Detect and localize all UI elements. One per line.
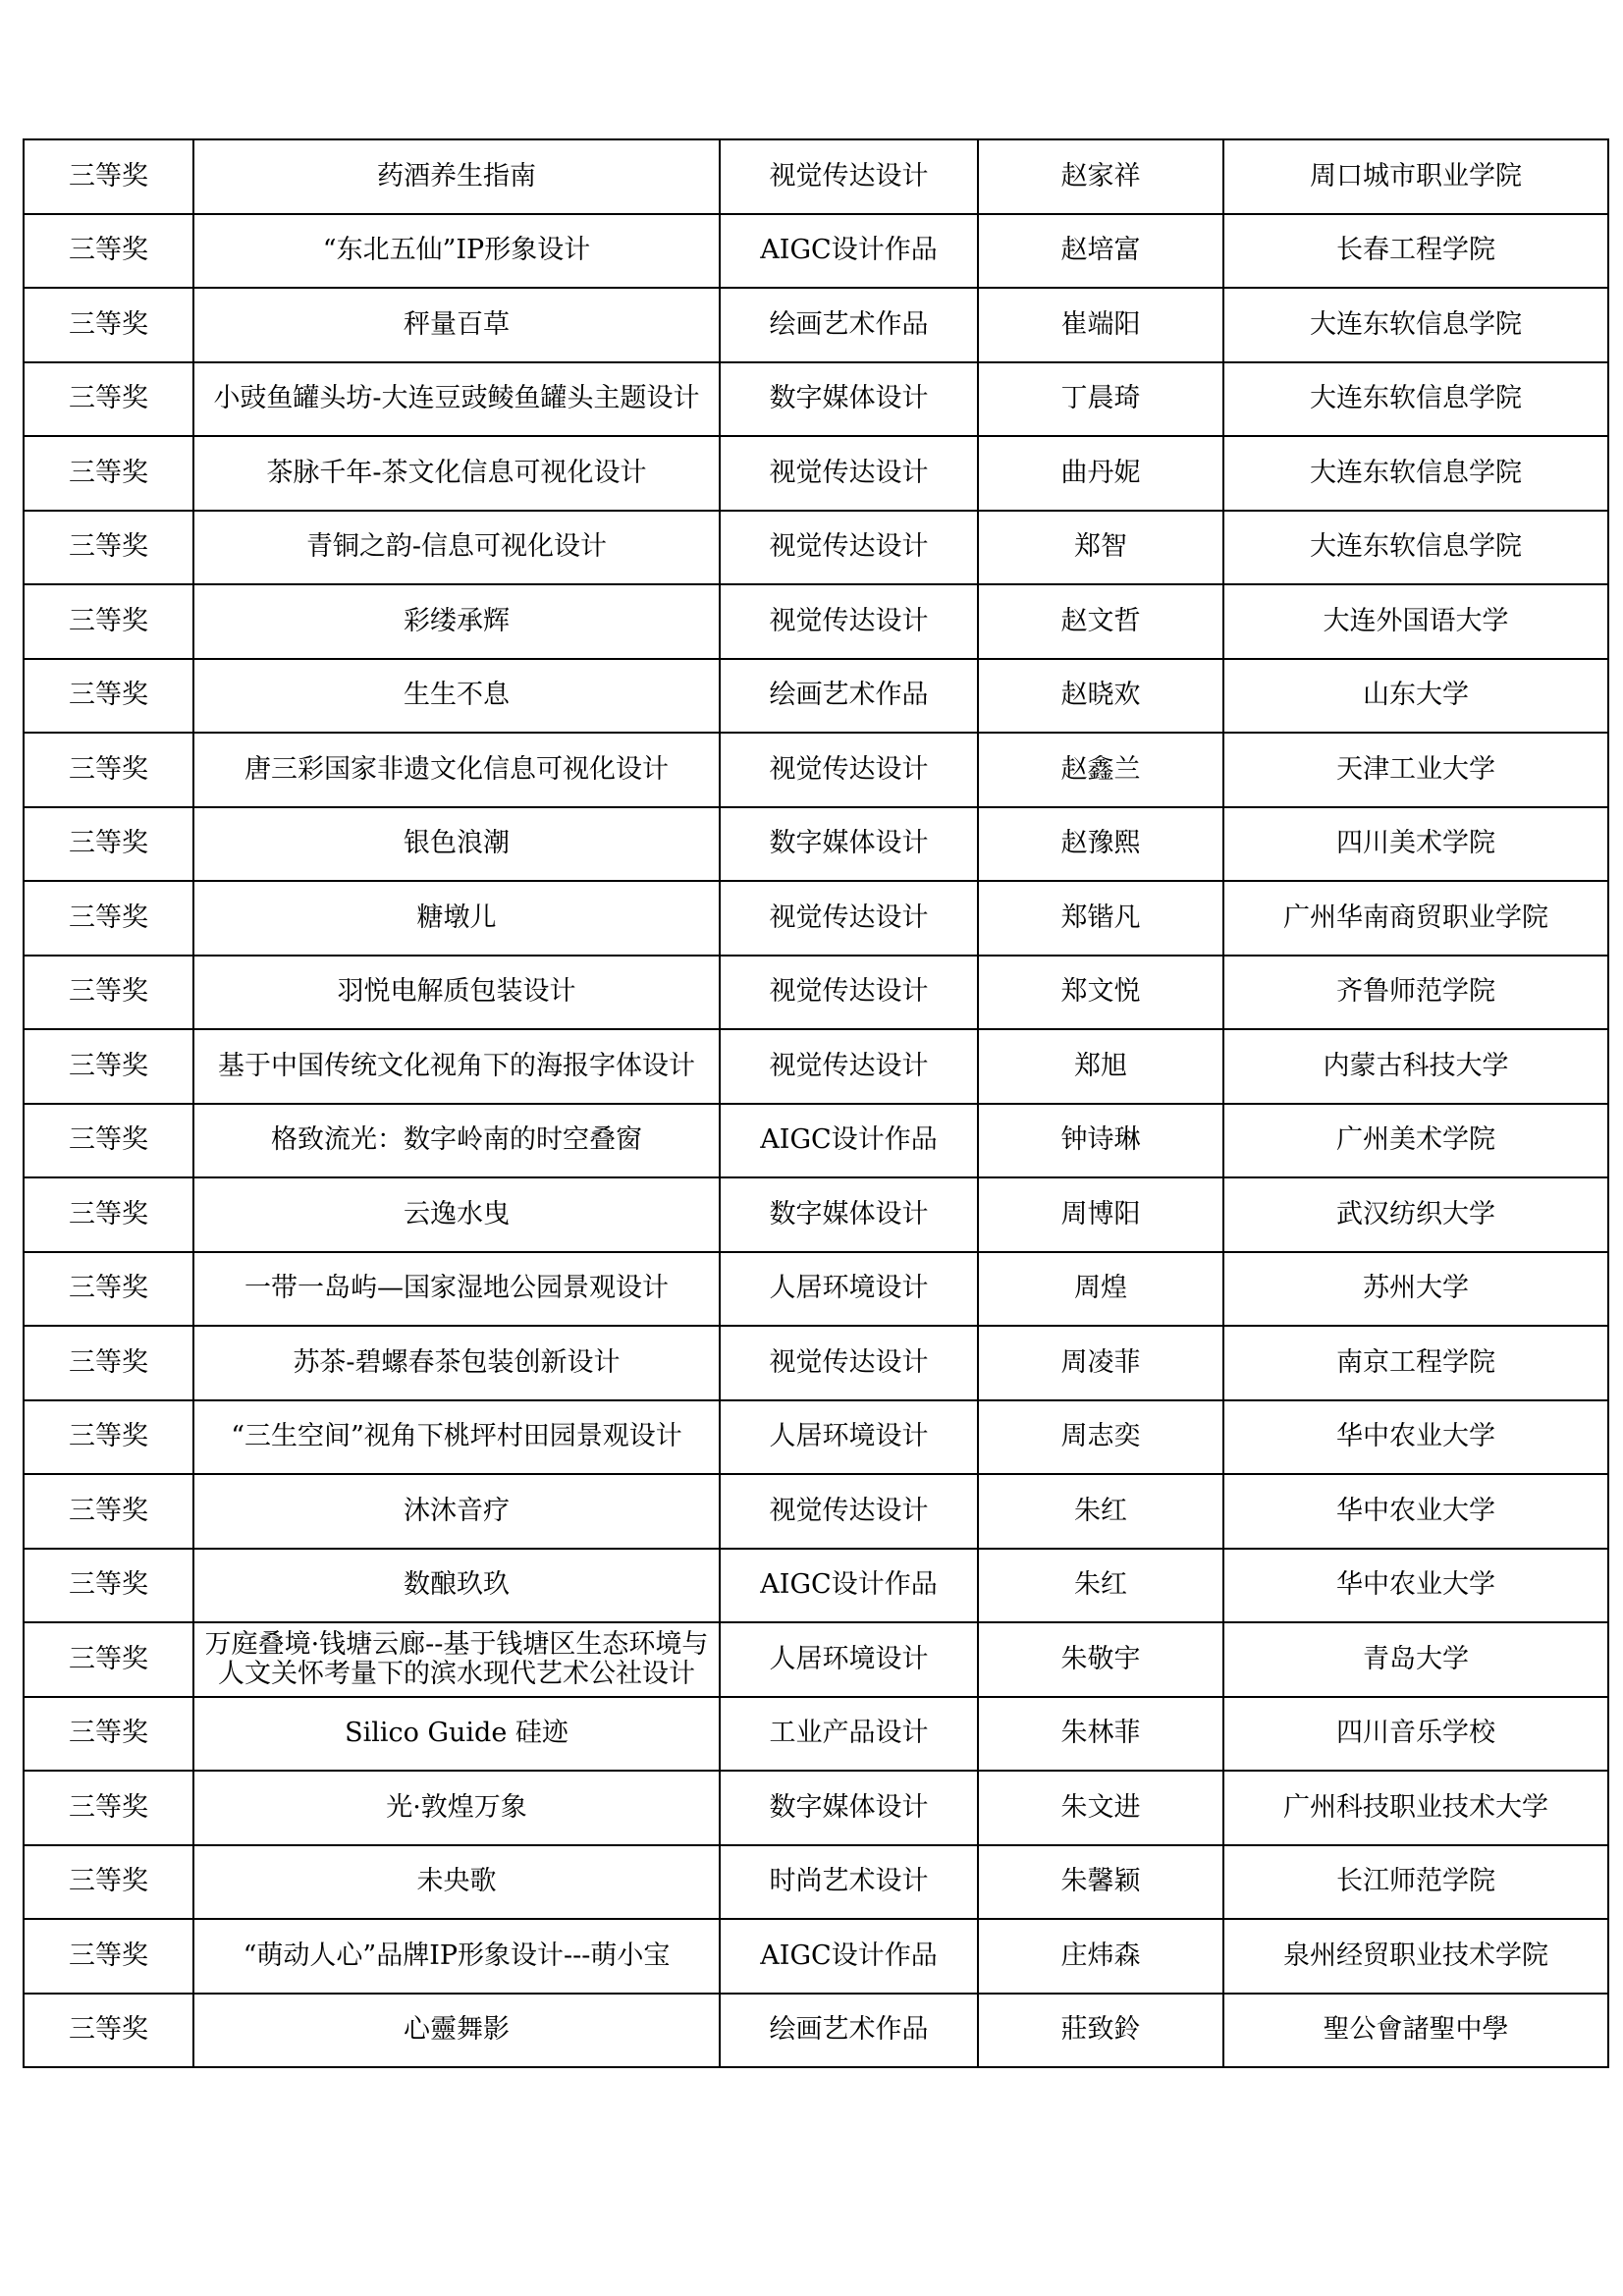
category-text: 工业产品设计: [769, 1719, 929, 1749]
school-cell: [1223, 1622, 1608, 1697]
work-title-text: 一带一岛屿—国家湿地公园景观设计: [244, 1274, 669, 1304]
work-title-text: “东北五仙”IP形象设计: [322, 236, 591, 266]
author-text: 周煌: [1074, 1274, 1127, 1304]
category-cell: [720, 1549, 978, 1623]
author-cell: [978, 1252, 1223, 1327]
author-text: 周凌菲: [1060, 1347, 1141, 1378]
table-row: [24, 1400, 1608, 1475]
work-title-cell: [193, 288, 720, 362]
category-cell: [720, 807, 978, 882]
school-cell: [1223, 1177, 1608, 1252]
award-level-text: 三等奖: [69, 532, 148, 563]
table-row: [24, 1771, 1608, 1845]
award-level-text: 三等奖: [69, 1792, 148, 1823]
school-cell: [1223, 139, 1608, 214]
author-text: 曲丹妮: [1060, 458, 1141, 488]
school-text: 四川美术学院: [1336, 829, 1495, 859]
school-text: 青岛大学: [1363, 1644, 1469, 1674]
author-text: 周志奕: [1060, 1422, 1141, 1452]
award-level-cell: [24, 584, 193, 659]
author-text: 朱林菲: [1060, 1719, 1141, 1749]
award-level-cell: [24, 288, 193, 362]
table-row: [24, 1104, 1608, 1178]
work-title-text: 糖墩儿: [416, 902, 497, 933]
award-table-body: [24, 139, 1608, 2067]
category-cell: [720, 139, 978, 214]
author-cell: [978, 881, 1223, 956]
category-text: 视觉传达设计: [769, 606, 929, 636]
school-text: 广州科技职业技术大学: [1283, 1792, 1548, 1823]
author-cell: [978, 584, 1223, 659]
work-title-text: 沐沐音疗: [404, 1496, 510, 1526]
award-level-text: 三等奖: [69, 1274, 148, 1304]
school-text: 内蒙古科技大学: [1323, 1051, 1509, 1081]
award-level-cell: [24, 362, 193, 437]
school-cell: [1223, 1549, 1608, 1623]
category-text: 人居环境设计: [769, 1274, 929, 1304]
category-cell: [720, 1994, 978, 2068]
work-title-text: 秤量百草: [404, 309, 510, 340]
author-cell: [978, 956, 1223, 1030]
school-text: 长江师范学院: [1336, 1867, 1495, 1897]
work-title-cell: [193, 1474, 720, 1549]
work-title-cell: [193, 1252, 720, 1327]
award-level-cell: [24, 1326, 193, 1400]
table-row: [24, 1994, 1608, 2068]
award-level-text: 三等奖: [69, 902, 148, 933]
school-cell: [1223, 1697, 1608, 1772]
category-cell: [720, 733, 978, 807]
school-cell: [1223, 1845, 1608, 1920]
school-cell: [1223, 1252, 1608, 1327]
work-title-cell: [193, 956, 720, 1030]
author-text: 庄炜森: [1060, 1941, 1141, 1971]
school-text: 大连东软信息学院: [1310, 458, 1522, 488]
author-cell: [978, 1994, 1223, 2068]
category-text: 绘画艺术作品: [769, 309, 929, 340]
author-text: 朱敬宇: [1060, 1644, 1141, 1674]
table-row: [24, 288, 1608, 362]
award-level-text: 三等奖: [69, 829, 148, 859]
author-cell: [978, 1177, 1223, 1252]
award-level-cell: [24, 1771, 193, 1845]
school-cell: [1223, 1104, 1608, 1178]
category-text: 数字媒体设计: [769, 829, 929, 859]
category-text: 视觉传达设计: [769, 1496, 929, 1526]
school-cell: [1223, 659, 1608, 734]
category-text: 视觉传达设计: [769, 458, 929, 488]
table-row: [24, 214, 1608, 289]
author-text: 丁晨琦: [1060, 384, 1141, 414]
award-level-cell: [24, 659, 193, 734]
category-cell: [720, 1177, 978, 1252]
work-title-text: 药酒养生指南: [377, 161, 536, 191]
work-title-cell: [193, 1994, 720, 2068]
table-row: [24, 511, 1608, 585]
award-level-cell: [24, 1622, 193, 1697]
school-cell: [1223, 1994, 1608, 2068]
school-cell: [1223, 362, 1608, 437]
award-level-cell: [24, 214, 193, 289]
work-title-cell: [193, 1697, 720, 1772]
work-title-cell: [193, 214, 720, 289]
school-text: 四川音乐学校: [1336, 1719, 1495, 1749]
author-text: 郑智: [1074, 532, 1127, 563]
category-cell: [720, 1919, 978, 1994]
author-text: 崔端阳: [1060, 309, 1141, 340]
category-cell: [720, 1326, 978, 1400]
category-text: 视觉传达设计: [769, 161, 929, 191]
table-row: [24, 584, 1608, 659]
author-cell: [978, 1549, 1223, 1623]
table-row: [24, 659, 1608, 734]
work-title-cell: [193, 139, 720, 214]
award-level-text: 三等奖: [69, 977, 148, 1008]
category-text: 绘画艺术作品: [769, 2015, 929, 2046]
work-title-text: 未央歌: [416, 1867, 497, 1897]
author-cell: [978, 1845, 1223, 1920]
author-cell: [978, 1326, 1223, 1400]
school-cell: [1223, 584, 1608, 659]
school-text: 华中农业大学: [1336, 1496, 1495, 1526]
table-row: [24, 807, 1608, 882]
work-title-cell: [193, 1326, 720, 1400]
award-level-text: 三等奖: [69, 1199, 148, 1230]
school-cell: [1223, 288, 1608, 362]
author-text: 朱馨颖: [1060, 1867, 1141, 1897]
work-title-cell: [193, 1845, 720, 1920]
work-title-cell: [193, 1400, 720, 1475]
school-text: 大连东软信息学院: [1310, 309, 1522, 340]
award-level-cell: [24, 139, 193, 214]
work-title-cell: [193, 584, 720, 659]
work-title-text: 小豉鱼罐头坊-大连豆豉鲮鱼罐头主题设计: [213, 384, 700, 414]
work-title-cell: [193, 1104, 720, 1178]
table-row: [24, 1919, 1608, 1994]
award-level-text: 三等奖: [69, 2015, 148, 2046]
category-text: AIGC设计作品: [760, 1125, 938, 1156]
award-level-text: 三等奖: [69, 161, 148, 191]
work-title-cell: [193, 1771, 720, 1845]
category-text: 视觉传达设计: [769, 1347, 929, 1378]
category-text: 视觉传达设计: [769, 1051, 929, 1081]
table-row: [24, 436, 1608, 511]
school-text: 大连东软信息学院: [1310, 384, 1522, 414]
author-cell: [978, 288, 1223, 362]
award-level-cell: [24, 1029, 193, 1104]
award-level-text: 三等奖: [69, 1496, 148, 1526]
work-title-text: 彩缕承辉: [404, 606, 510, 636]
work-title-text: “萌动人心”品牌IP形象设计---萌小宝: [243, 1941, 671, 1971]
work-title-text: “三生空间”视角下桃坪村田园景观设计: [231, 1422, 682, 1452]
category-text: 人居环境设计: [769, 1644, 929, 1674]
award-level-cell: [24, 1177, 193, 1252]
work-title-cell: [193, 436, 720, 511]
table-row: [24, 1029, 1608, 1104]
school-text: 山东大学: [1363, 681, 1469, 711]
work-title-cell: [193, 733, 720, 807]
award-level-cell: [24, 1400, 193, 1475]
category-text: 数字媒体设计: [769, 384, 929, 414]
award-level-cell: [24, 511, 193, 585]
table-row: [24, 1474, 1608, 1549]
school-cell: [1223, 1474, 1608, 1549]
school-cell: [1223, 511, 1608, 585]
table-row: [24, 1697, 1608, 1772]
school-text: 大连东软信息学院: [1310, 532, 1522, 563]
award-level-text: 三等奖: [69, 1719, 148, 1749]
work-title-text: 唐三彩国家非遗文化信息可视化设计: [244, 754, 669, 785]
author-cell: [978, 1919, 1223, 1994]
category-cell: [720, 288, 978, 362]
work-title-cell: [193, 1622, 720, 1697]
author-cell: [978, 1029, 1223, 1104]
work-title-text: 心靈舞影: [404, 2015, 510, 2046]
table-row: [24, 1326, 1608, 1400]
work-title-text: 云逸水曳: [404, 1199, 510, 1230]
category-text: AIGC设计作品: [760, 236, 938, 266]
table-row: [24, 1252, 1608, 1327]
award-level-text: 三等奖: [69, 754, 148, 785]
category-cell: [720, 1104, 978, 1178]
category-cell: [720, 1474, 978, 1549]
work-title-cell: [193, 659, 720, 734]
category-text: AIGC设计作品: [760, 1941, 938, 1971]
work-title-cell: [193, 362, 720, 437]
school-text: 华中农业大学: [1336, 1422, 1495, 1452]
author-cell: [978, 1697, 1223, 1772]
award-level-cell: [24, 1994, 193, 2068]
work-title-cell: [193, 1029, 720, 1104]
table-row: [24, 1177, 1608, 1252]
table-row: [24, 956, 1608, 1030]
award-level-cell: [24, 1549, 193, 1623]
school-cell: [1223, 436, 1608, 511]
author-text: 郑文悦: [1060, 977, 1141, 1008]
author-text: 赵文哲: [1060, 606, 1141, 636]
award-level-text: 三等奖: [69, 1570, 148, 1601]
work-title-cell: [193, 511, 720, 585]
category-cell: [720, 362, 978, 437]
author-cell: [978, 214, 1223, 289]
school-cell: [1223, 733, 1608, 807]
category-text: 绘画艺术作品: [769, 681, 929, 711]
category-cell: [720, 1622, 978, 1697]
work-title-text: 青铜之韵-信息可视化设计: [305, 532, 608, 563]
school-cell: [1223, 1919, 1608, 1994]
author-cell: [978, 807, 1223, 882]
category-text: 视觉传达设计: [769, 902, 929, 933]
table-row: [24, 1549, 1608, 1623]
author-text: 钟诗琳: [1060, 1125, 1141, 1156]
author-text: 朱文进: [1060, 1792, 1141, 1823]
school-cell: [1223, 1771, 1608, 1845]
work-title-text: 格致流光：数字岭南的时空叠窗: [271, 1125, 642, 1156]
school-text: 天津工业大学: [1336, 754, 1495, 785]
school-text: 南京工程学院: [1336, 1347, 1495, 1378]
school-text: 广州华南商贸职业学院: [1283, 902, 1548, 933]
award-level-cell: [24, 956, 193, 1030]
award-level-cell: [24, 1104, 193, 1178]
school-cell: [1223, 214, 1608, 289]
category-text: 数字媒体设计: [769, 1199, 929, 1230]
school-text: 苏州大学: [1363, 1274, 1469, 1304]
award-level-text: 三等奖: [69, 1644, 148, 1674]
category-text: 视觉传达设计: [769, 754, 929, 785]
author-text: 莊致鈴: [1060, 2015, 1141, 2046]
author-cell: [978, 1104, 1223, 1178]
category-cell: [720, 511, 978, 585]
school-cell: [1223, 956, 1608, 1030]
category-text: AIGC设计作品: [760, 1570, 938, 1601]
work-title-cell: [193, 807, 720, 882]
award-level-text: 三等奖: [69, 384, 148, 414]
author-text: 朱红: [1074, 1570, 1127, 1601]
school-text: 广州美术学院: [1336, 1125, 1495, 1156]
author-text: 赵培富: [1060, 236, 1141, 266]
author-cell: [978, 659, 1223, 734]
school-text: 齐鲁师范学院: [1336, 977, 1495, 1008]
table-row: [24, 881, 1608, 956]
category-cell: [720, 956, 978, 1030]
table-row: [24, 733, 1608, 807]
category-cell: [720, 584, 978, 659]
school-cell: [1223, 807, 1608, 882]
award-level-cell: [24, 1845, 193, 1920]
award-level-text: 三等奖: [69, 1125, 148, 1156]
category-cell: [720, 1771, 978, 1845]
award-level-text: 三等奖: [69, 1941, 148, 1971]
category-cell: [720, 1845, 978, 1920]
author-text: 赵家祥: [1060, 161, 1141, 191]
award-level-text: 三等奖: [69, 236, 148, 266]
work-title-cell: [193, 1549, 720, 1623]
work-title-text: Silico Guide 硅迹: [345, 1719, 568, 1749]
author-text: 赵晓欢: [1060, 681, 1141, 711]
award-level-text: 三等奖: [69, 681, 148, 711]
category-text: 视觉传达设计: [769, 532, 929, 563]
category-cell: [720, 1697, 978, 1772]
award-level-text: 三等奖: [69, 1347, 148, 1378]
category-cell: [720, 1400, 978, 1475]
author-cell: [978, 1771, 1223, 1845]
work-title-text: 光·敦煌万象: [386, 1792, 527, 1823]
category-cell: [720, 659, 978, 734]
award-level-cell: [24, 733, 193, 807]
school-text: 泉州经贸职业技术学院: [1283, 1941, 1548, 1971]
award-level-cell: [24, 1252, 193, 1327]
category-text: 时尚艺术设计: [769, 1867, 929, 1897]
school-text: 华中农业大学: [1336, 1570, 1495, 1601]
author-cell: [978, 733, 1223, 807]
award-level-cell: [24, 1474, 193, 1549]
work-title-text: 万庭叠境·钱塘云廊--基于钱塘区生态环境与人文关怀考量下的滨水现代艺术公社设计: [204, 1629, 709, 1689]
school-cell: [1223, 1029, 1608, 1104]
award-level-text: 三等奖: [69, 458, 148, 488]
award-level-text: 三等奖: [69, 606, 148, 636]
work-title-cell: [193, 1177, 720, 1252]
author-text: 赵豫熙: [1060, 829, 1141, 859]
award-level-text: 三等奖: [69, 1051, 148, 1081]
award-table: [23, 138, 1609, 2068]
award-level-text: 三等奖: [69, 1422, 148, 1452]
award-level-text: 三等奖: [69, 309, 148, 340]
work-title-text: 银色浪潮: [404, 829, 510, 859]
school-text: 聖公會諸聖中學: [1323, 2015, 1509, 2046]
author-cell: [978, 362, 1223, 437]
work-title-cell: [193, 1919, 720, 1994]
author-text: 周博阳: [1060, 1199, 1141, 1230]
work-title-text: 数酿玖玖: [404, 1570, 510, 1601]
school-cell: [1223, 1400, 1608, 1475]
category-cell: [720, 1252, 978, 1327]
school-text: 武汉纺织大学: [1336, 1199, 1495, 1230]
award-level-cell: [24, 807, 193, 882]
work-title-text: 茶脉千年-茶文化信息可视化设计: [266, 458, 647, 488]
school-text: 周口城市职业学院: [1310, 161, 1522, 191]
school-cell: [1223, 1326, 1608, 1400]
school-text: 大连外国语大学: [1323, 606, 1509, 636]
author-text: 郑旭: [1074, 1051, 1127, 1081]
category-text: 人居环境设计: [769, 1422, 929, 1452]
author-cell: [978, 1400, 1223, 1475]
school-cell: [1223, 881, 1608, 956]
author-text: 赵鑫兰: [1060, 754, 1141, 785]
table-row: [24, 1845, 1608, 1920]
award-level-cell: [24, 1919, 193, 1994]
author-cell: [978, 511, 1223, 585]
category-text: 数字媒体设计: [769, 1792, 929, 1823]
work-title-text: 羽悦电解质包装设计: [337, 977, 576, 1008]
work-title-cell: [193, 881, 720, 956]
award-level-cell: [24, 436, 193, 511]
work-title-text: 苏茶-碧螺春茶包装创新设计: [293, 1347, 621, 1378]
school-text: 长春工程学院: [1336, 236, 1495, 266]
author-cell: [978, 139, 1223, 214]
work-title-text: 生生不息: [404, 681, 510, 711]
award-level-cell: [24, 881, 193, 956]
author-cell: [978, 1474, 1223, 1549]
table-row: [24, 362, 1608, 437]
category-cell: [720, 1029, 978, 1104]
table-row: [24, 139, 1608, 214]
author-cell: [978, 436, 1223, 511]
author-cell: [978, 1622, 1223, 1697]
work-title-text: 基于中国传统文化视角下的海报字体设计: [218, 1051, 695, 1081]
category-cell: [720, 881, 978, 956]
award-level-text: 三等奖: [69, 1867, 148, 1897]
author-text: 朱红: [1074, 1496, 1127, 1526]
category-cell: [720, 214, 978, 289]
table-row: [24, 1622, 1608, 1697]
category-cell: [720, 436, 978, 511]
category-text: 视觉传达设计: [769, 977, 929, 1008]
author-text: 郑锴凡: [1060, 902, 1141, 933]
award-level-cell: [24, 1697, 193, 1772]
